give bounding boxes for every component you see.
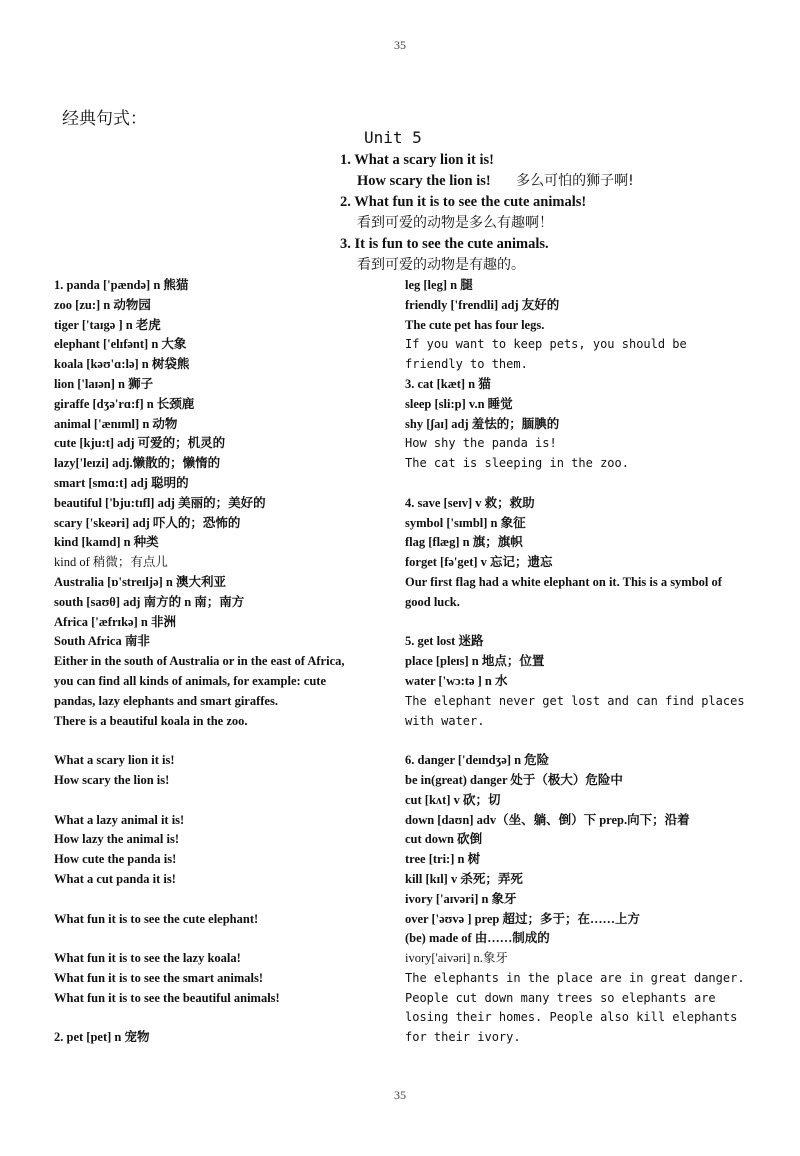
vocab-line: 1. panda ['pændə] n 熊猫 — [54, 278, 189, 292]
spacer — [405, 613, 750, 633]
vocab-line: kill [kɪl] v 杀死；弄死 — [405, 871, 523, 886]
vocab-line: The cat is sleeping in the zoo. — [405, 456, 629, 471]
spacer — [54, 929, 364, 949]
sentence-line: 看到可爱的动物是有趣的。 — [357, 257, 525, 273]
vocab-line: Our first flag had a white elephant on it. This is a symbol of good luck. — [405, 574, 722, 609]
spacer — [54, 791, 364, 811]
vocab-line: lazy['leɪzi] adj.懒散的；懒惰的 — [54, 456, 221, 471]
vocab-line: cute [kju:t] adj 可爱的；机灵的 — [54, 436, 226, 451]
vocab-line: beautiful ['bju:tɪfl] adj 美丽的；美好的 — [54, 495, 266, 510]
vocab-line: symbol ['sɪmbl] n 象征 — [405, 515, 526, 530]
vocab-line: The elephants in the place are in great danger. People cut down many trees so elephants are losing their homes. People also kill elephants for their ivory. — [405, 970, 745, 1045]
vocab-line: If you want to keep pets, you should be friendly to them. — [405, 337, 687, 372]
vocab-line: What fun it is to see the smart animals! — [54, 970, 264, 985]
vocab-line: cut [kʌt] v 砍；切 — [405, 792, 501, 807]
vocab-line: koala [kəʊ'ɑ:lə] n 树袋熊 — [54, 357, 190, 372]
vocab-line: friendly ['frendli] adj 友好的 — [405, 297, 560, 312]
vocab-line: smart [smɑ:t] adj 聪明的 — [54, 475, 189, 490]
vocab-line: tiger ['taɪgə ] n 老虎 — [54, 317, 161, 332]
sentence-line: 看到可爱的动物是多么有趣啊！ — [357, 215, 553, 231]
vocab-line: 5. get lost 迷路 — [405, 634, 484, 649]
vocab-line: giraffe [dʒə'rɑ:f] n 长颈鹿 — [54, 396, 195, 411]
spacer — [54, 890, 364, 910]
vocab-line: flag [flæg] n 旗；旗帜 — [405, 535, 523, 550]
vocab-line: What fun it is to see the lazy koala! — [54, 951, 241, 966]
vocab-line: What a lazy animal it is! — [54, 812, 185, 827]
vocab-line: down [daʊn] adv（坐、躺、倒）下 prep.向下；沿着 — [405, 812, 690, 827]
vocab-line: What fun it is to see the beautiful animals! — [54, 990, 280, 1005]
section-heading: 经典句式： — [62, 109, 147, 129]
vocab-line: (be) made of 由……制成的 — [405, 931, 550, 946]
key-sentences — [340, 150, 770, 276]
spacer — [54, 1008, 364, 1028]
sentence-line: How scary the lion is! 多么可怕的狮子啊! — [357, 173, 634, 189]
vocab-line: water ['wɔ:tə ] n 水 — [405, 673, 508, 688]
sentence-line: 1. What a scary lion it is! — [340, 152, 494, 168]
vocab-line: south [saʊθ] adj 南方的 n 南；南方 — [54, 594, 245, 609]
vocab-line: tree [tri:] n 树 — [405, 852, 481, 867]
vocab-line: There is a beautiful koala in the zoo. — [54, 713, 248, 728]
spacer — [405, 474, 750, 494]
vocab-line: Australia [ɒ'streɪljə] n 澳大利亚 — [54, 574, 226, 589]
vocab-line: shy [ʃaɪ] adj 羞怯的；腼腆的 — [405, 416, 560, 431]
vocab-line: How cute the panda is! — [54, 852, 177, 867]
vocab-line: sleep [sli:p] v.n 睡觉 — [405, 396, 513, 411]
vocab-line: What fun it is to see the cute elephant! — [54, 911, 259, 926]
vocab-line: zoo [zu:] n 动物园 — [54, 297, 151, 312]
spacer — [54, 731, 364, 751]
vocab-line: over ['əʊvə ] prep 超过；多于；在……上方 — [405, 911, 641, 926]
vocab-line: 6. danger ['deɪndʒə] n 危险 — [405, 753, 550, 768]
vocab-line: 3. cat [kæt] n 猫 — [405, 376, 491, 391]
vocab-line: ivory ['aɪvəri] n 象牙 — [405, 891, 517, 906]
page-number-bottom: 35 — [394, 1088, 406, 1102]
spacer — [405, 731, 750, 751]
vocab-line: The cute pet has four legs. — [405, 317, 545, 332]
vocab-line: leg [leg] n 腿 — [405, 278, 473, 292]
vocab-line: forget [fə'get] v 忘记；遗忘 — [405, 555, 553, 570]
page-number-top: 35 — [394, 38, 406, 52]
vocab-line: elephant ['elɪfənt] n 大象 — [54, 337, 187, 352]
sentence-line: 3. It is fun to see the cute animals. — [340, 236, 549, 252]
vocab-line: Africa ['æfrɪkə] n 非洲 — [54, 614, 176, 629]
vocab-line: The elephant never get lost and can find places with water. — [405, 693, 745, 728]
vocab-line: ivory['aivəri] n.象牙 — [405, 951, 508, 966]
vocab-line: How scary the lion is! — [54, 772, 170, 787]
right-vocab-column — [405, 276, 750, 1048]
vocab-line: be in(great) danger 处于（极大）危险中 — [405, 772, 623, 787]
vocab-line: kind [kaɪnd] n 种类 — [54, 535, 159, 550]
vocab-line: cut down 砍倒 — [405, 832, 483, 847]
vocab-line: lion ['laɪən] n 狮子 — [54, 376, 154, 391]
vocab-line: What a cut panda it is! — [54, 871, 176, 886]
vocab-line: place [pleɪs] n 地点；位置 — [405, 654, 545, 669]
vocab-line: South Africa 南非 — [54, 634, 150, 649]
vocab-line: How shy the panda is! — [405, 436, 557, 451]
unit-title: Unit 5 — [364, 128, 422, 147]
vocab-line: animal ['ænɪml] n 动物 — [54, 416, 178, 431]
vocab-line: kind of 稍微；有点儿 — [54, 555, 168, 570]
sentence-line: 2. What fun it is to see the cute animals! — [340, 194, 587, 210]
left-vocab-column — [54, 276, 364, 1048]
vocab-line: What a scary lion it is! — [54, 753, 175, 768]
vocab-line: How lazy the animal is! — [54, 832, 179, 847]
vocab-line: 4. save [seɪv] v 救；救助 — [405, 495, 535, 510]
vocab-line: scary ['skeəri] adj 吓人的；恐怖的 — [54, 515, 241, 530]
vocab-line: 2. pet [pet] n 宠物 — [54, 1030, 150, 1045]
vocab-line: Either in the south of Australia or in the east of Africa, you can find all kinds of animals, for example: cute pandas, lazy elephants and smart giraffes. — [54, 654, 345, 708]
